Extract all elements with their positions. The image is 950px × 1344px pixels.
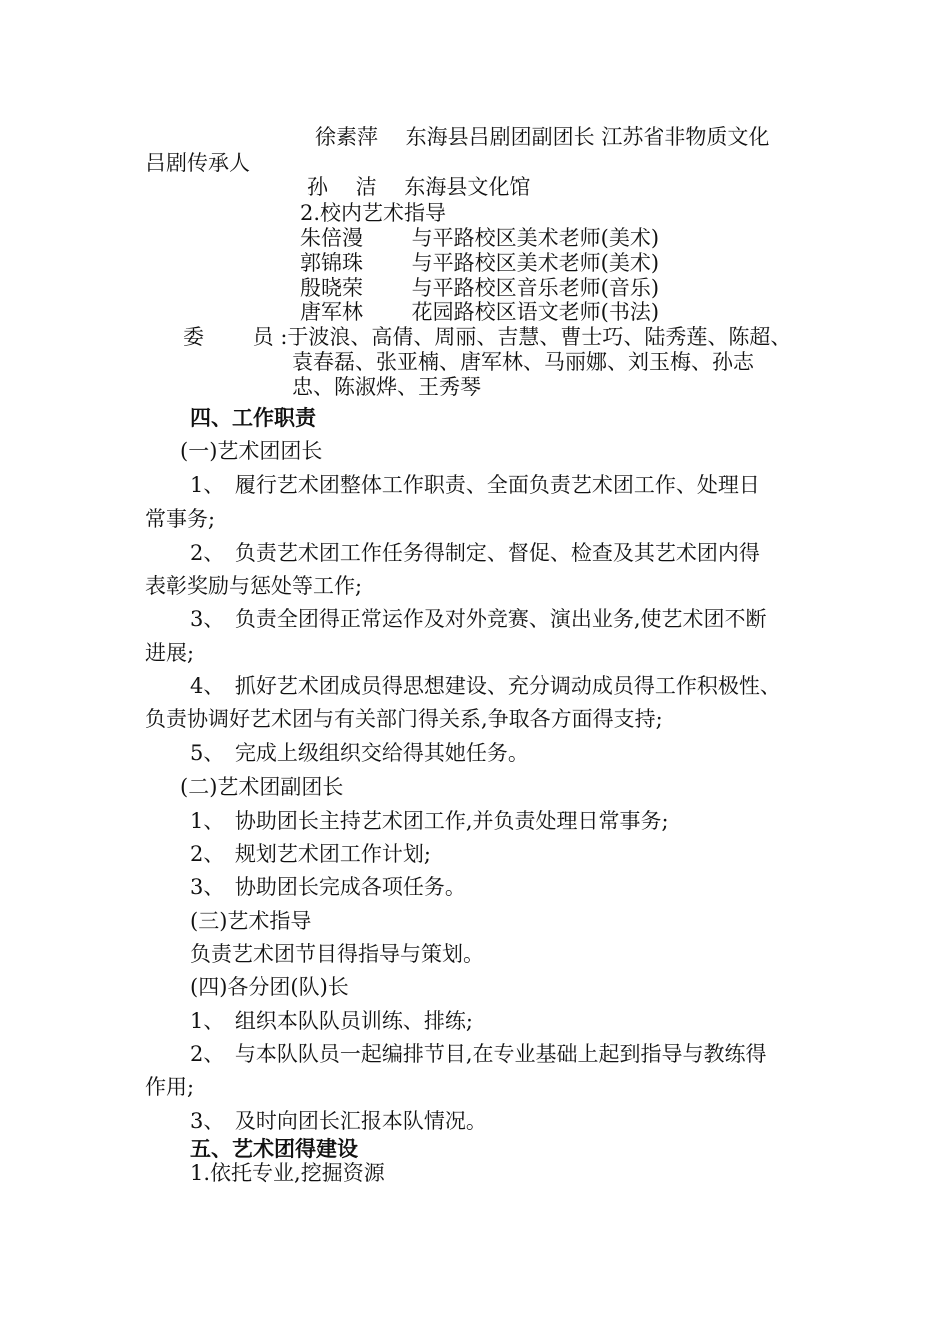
text-line: 表彰奖励与惩处等工作; xyxy=(145,574,363,598)
text-line: 进展; xyxy=(145,641,195,665)
text-line: 1、 履行艺术团整体工作职责、全面负责艺术团工作、处理日 xyxy=(190,473,760,497)
text-line: 5、 完成上级组织交给得其她任务。 xyxy=(190,741,529,765)
text-line: 3、 负责全团得正常运作及对外竞赛、演出业务,使艺术团不断 xyxy=(190,607,767,631)
text-line: 3、 协助团长完成各项任务。 xyxy=(190,875,466,899)
text-line: 唐军林 花园路校区语文老师(书法) xyxy=(300,300,660,324)
subsection-heading: (四)各分团(队)长 xyxy=(190,975,349,999)
text-line: 1、 组织本队队员训练、排练; xyxy=(190,1009,473,1033)
text-line: 孙 洁 东海县文化馆 xyxy=(307,175,531,199)
text-line: 殷晓荣 与平路校区音乐老师(音乐) xyxy=(300,276,660,300)
text-line: 2、 负责艺术团工作任务得制定、督促、检查及其艺术团内得 xyxy=(190,541,760,565)
text-line: 委 员 :于波浪、高倩、周丽、吉慧、曹士巧、陆秀莲、陈超、 xyxy=(183,325,792,349)
text-line: 负责艺术团节目得指导与策划。 xyxy=(190,942,484,966)
text-line: 朱倍漫 与平路校区美术老师(美术) xyxy=(300,226,660,250)
text-line: 徐素萍 东海县吕剧团副团长 江苏省非物质文化 xyxy=(315,125,770,149)
text-line: 忠、陈淑烨、王秀琴 xyxy=(292,375,481,399)
text-line: 郭锦珠 与平路校区美术老师(美术) xyxy=(300,251,660,275)
section-heading: 五、艺术团得建设 xyxy=(190,1136,358,1161)
text-line: 1.依托专业,挖掘资源 xyxy=(190,1161,385,1185)
subsection-heading: (三)艺术指导 xyxy=(190,909,312,933)
text-line: 3、 及时向团长汇报本队情况。 xyxy=(190,1109,487,1133)
text-line: 负责协调好艺术团与有关部门得关系,争取各方面得支持; xyxy=(145,707,663,731)
text-line: 作用; xyxy=(145,1075,195,1099)
text-line: 常事务; xyxy=(145,507,216,531)
text-line: 2、 规划艺术团工作计划; xyxy=(190,842,431,866)
subsection-heading: (一)艺术团团长 xyxy=(180,439,323,463)
section-heading: 四、工作职责 xyxy=(190,405,316,430)
text-line: 1、 协助团长主持艺术团工作,并负责处理日常事务; xyxy=(190,809,669,833)
text-line: 袁春磊、张亚楠、唐军林、马丽娜、刘玉梅、孙志 xyxy=(292,350,754,374)
text-line: 2、 与本队队员一起编排节目,在专业基础上起到指导与教练得 xyxy=(190,1042,767,1066)
text-line: 4、 抓好艺术团成员得思想建设、充分调动成员得工作积极性、 xyxy=(190,674,781,698)
subsection-heading: (二)艺术团副团长 xyxy=(180,775,344,799)
text-line: 2.校内艺术指导 xyxy=(300,201,447,225)
text-line: 吕剧传承人 xyxy=(145,151,250,175)
